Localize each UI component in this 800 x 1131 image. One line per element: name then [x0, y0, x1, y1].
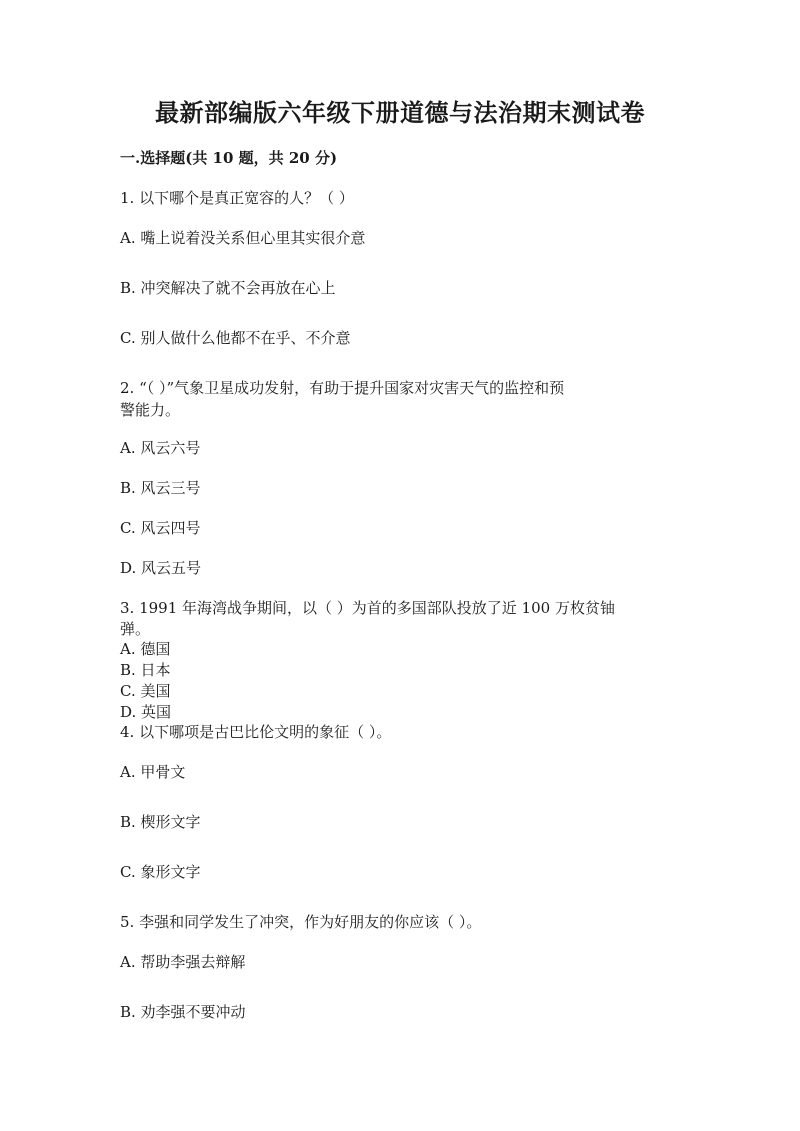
question-3-option-d: D. 英国: [120, 703, 172, 721]
question-5-option-a: A. 帮助李强去辩解: [120, 953, 246, 971]
question-3-option-a: A. 德国: [120, 640, 171, 658]
question-1-stem: 1. 以下哪个是真正宽容的人？（ ）: [120, 189, 354, 207]
question-4-option-a: A. 甲骨文: [120, 763, 186, 781]
page-title: 最新部编版六年级下册道德与法治期末测试卷: [155, 98, 645, 127]
question-3-option-b: B. 日本: [120, 661, 171, 679]
question-5-stem: 5. 李强和同学发生了冲突，作为好朋友的你应该（ ）。: [120, 913, 482, 931]
question-2-option-c: C. 风云四号: [120, 519, 201, 537]
question-5-option-b: B. 劝李强不要冲动: [120, 1003, 246, 1021]
question-1-option-b: B. 冲突解决了就不会再放在心上: [120, 279, 336, 297]
question-4-option-b: B. 楔形文字: [120, 813, 201, 831]
question-3-option-c: C. 美国: [120, 682, 171, 700]
question-4-stem: 4. 以下哪项是古巴比伦文明的象征（ ）。: [120, 723, 392, 741]
question-3-stem-line2: 弹。: [120, 620, 151, 638]
question-2-option-b: B. 风云三号: [120, 479, 201, 497]
question-2-stem-line2: 警能力。: [120, 401, 181, 419]
question-2-option-a: A. 风云六号: [120, 439, 201, 457]
question-2-stem-line1: 2. “（ ）”气象卫星成功发射，有助于提升国家对灾害天气的监控和预: [120, 379, 565, 397]
question-1-option-c: C. 别人做什么他都不在乎、不介意: [120, 329, 351, 347]
question-1-option-a: A. 嘴上说着没关系但心里其实很介意: [120, 229, 366, 247]
question-4-option-c: C. 象形文字: [120, 863, 201, 881]
question-3-stem-line1: 3. 1991 年海湾战争期间，以（ ）为首的多国部队投放了近 100 万枚贫铀: [120, 599, 615, 617]
question-2-option-d: D. 风云五号: [120, 559, 202, 577]
section-heading: 一.选择题(共 10 题，共 20 分): [120, 149, 338, 167]
